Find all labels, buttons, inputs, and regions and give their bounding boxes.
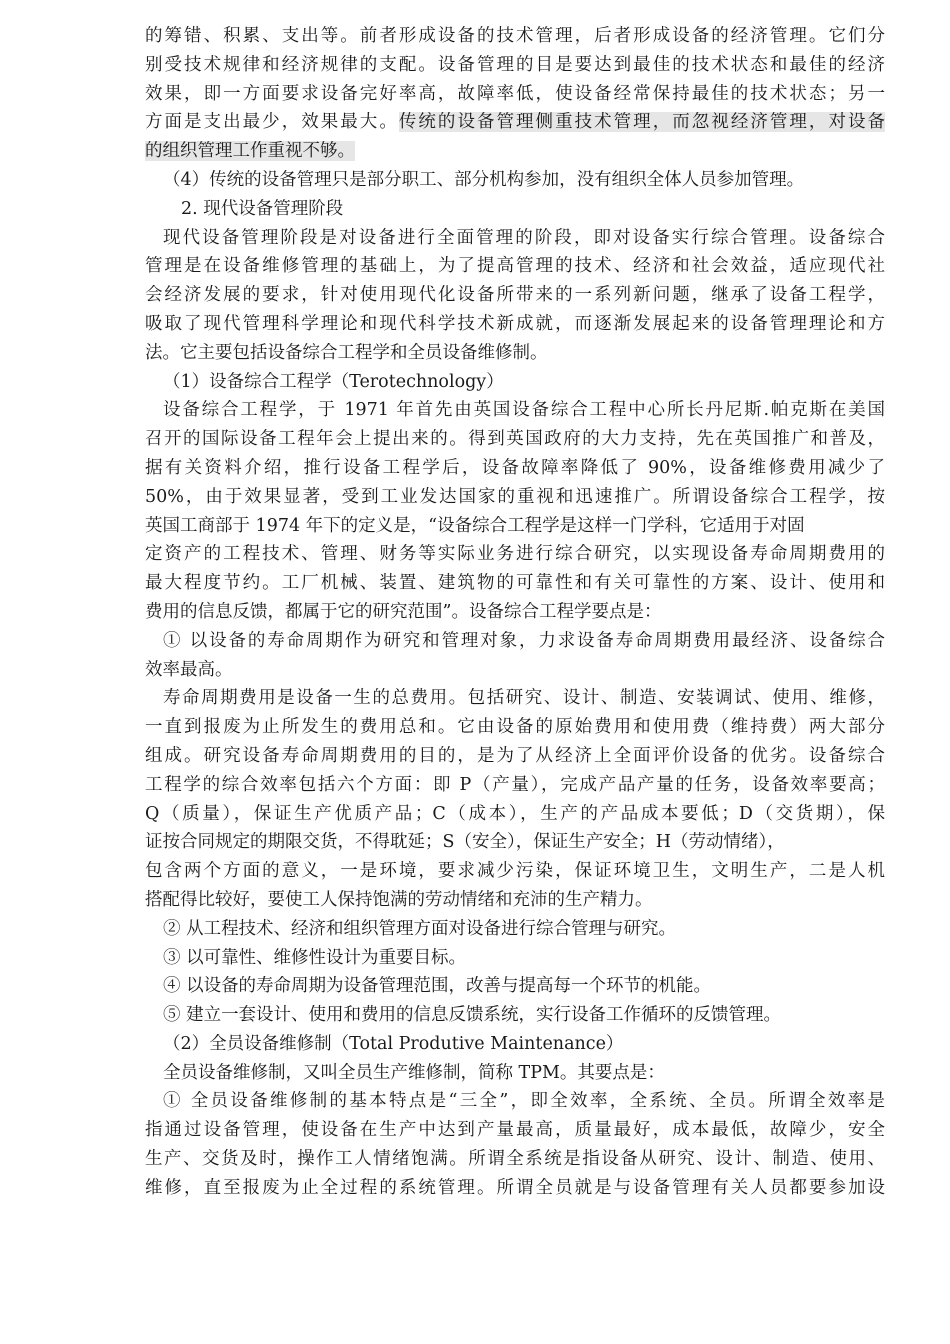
text-line-content: 2. 现代设备管理阶段	[181, 198, 344, 219]
text-line-content: 设备综合工程学，于 1971 年首先由英国设备综合工程中心所长丹尼斯.帕克斯在美国	[163, 400, 885, 421]
text-line	[145, 483, 885, 512]
text-line-content: 费用的信息反馈，都属于它的研究范围”。设备综合工程学要点是：	[145, 601, 662, 622]
text-line	[145, 1030, 885, 1059]
text-line	[145, 80, 885, 109]
text-line	[145, 684, 885, 713]
text-line-content: 效率最高。	[145, 659, 233, 680]
text-line-content: 生产、交货及时，操作工人情绪饱满。所谓全系统是指设备从研究、设计、制造、使用、	[145, 1149, 885, 1170]
text-line	[145, 771, 885, 800]
text-line-content: 现代设备管理阶段是对设备进行全面管理的阶段，即对设备实行综合管理。设备综合	[163, 227, 885, 248]
text-line-content: 维修，直至报废为止全过程的系统管理。所谓全员就是与设备管理有关人员都要参加设	[145, 1177, 885, 1198]
text-line-content: 方面是支出最少，效果最大。	[145, 112, 399, 133]
text-line	[145, 281, 885, 310]
text-line	[145, 137, 885, 166]
text-line	[145, 713, 885, 742]
text-line-content: 证按合同规定的期限交货，不得耽延；S（安全），保证生产安全；H（劳动情绪），	[145, 832, 785, 853]
text-line-content: 定资产的工程技术、管理、财务等实际业务进行综合研究，以实现设备寿命周期费用的	[145, 544, 885, 565]
text-line	[145, 800, 885, 829]
text-line-content: （4）传统的设备管理只是部分职工、部分机构参加，没有组织全体人员参加管理。	[163, 169, 805, 190]
text-line	[145, 540, 885, 569]
text-line-content: 全员设备维修制，又叫全员生产维修制，简称 TPM。其要点是：	[163, 1062, 665, 1083]
text-line	[145, 569, 885, 598]
text-line-content: ② 从工程技术、经济和组织管理方面对设备进行综合管理与研究。	[163, 918, 677, 939]
text-line-content: 工程学的综合效率包括六个方面：即 P（产量），完成产品产量的任务，设备效率要高；	[145, 774, 885, 795]
text-line-content: 指通过设备管理，使设备在生产中达到产量最高，质量最好，成本最低，故障少，安全	[145, 1120, 885, 1141]
text-line-content: ④ 以设备的寿命周期为设备管理范围，改善与提高每一个环节的机能。	[163, 976, 712, 997]
text-line	[145, 51, 885, 80]
text-line	[145, 1059, 885, 1088]
text-line-content: 别受技术规律和经济规律的支配。设备管理的目是要达到最佳的技术状态和最佳的经济	[145, 54, 885, 75]
text-line	[145, 512, 885, 541]
text-line-content: 的筹错、积累、支出等。前者形成设备的技术管理，后者形成设备的经济管理。它们分	[145, 26, 885, 46]
text-line-content: ③ 以可靠性、维修性设计为重要目标。	[163, 947, 467, 968]
text-line	[145, 224, 885, 253]
text-line-content: 据有关资料介绍，推行设备工程学后，设备故障率降低了 90%，设备维修费用减少了	[145, 457, 885, 478]
text-line	[145, 828, 885, 857]
text-line	[145, 1001, 885, 1030]
text-line	[145, 339, 885, 368]
text-line	[145, 396, 885, 425]
text-line	[145, 368, 885, 397]
text-line-content: 会经济发展的要求，针对使用现代化设备所带来的一系列新问题，继承了设备工程学，	[145, 285, 885, 306]
text-line	[145, 742, 885, 771]
text-line-content: 包含两个方面的意义，一是环境，要求减少污染，保证环境卫生，文明生产，二是人机	[145, 861, 885, 882]
text-line	[145, 944, 885, 973]
text-line	[145, 972, 885, 1001]
text-line-content: 管理是在设备维修管理的基础上，为了提高管理的技术、经济和社会效益，适应现代社	[145, 256, 885, 277]
text-line-content: ① 以设备的寿命周期作为研究和管理对象，力求设备寿命周期费用最经济、设备综合	[163, 630, 885, 651]
text-line-content: 效果，即一方面要求设备完好率高，故障率低，使设备经常保持最佳的技术状态；另一	[145, 83, 885, 104]
text-line-content: ① 全员设备维修制的基本特点是“三全”，即全效率，全系统、全员。所谓全效率是	[163, 1091, 885, 1112]
document-body	[145, 22, 885, 1203]
text-line-content: （2）全员设备维修制（Total Produtive Maintenance）	[163, 1033, 624, 1054]
text-line	[145, 627, 885, 656]
text-line-content: 法。它主要包括设备综合工程学和全员设备维修制。	[145, 342, 548, 363]
text-line-content: 搭配得比较好，要使工人保持饱满的劳动情绪和充沛的生产精力。	[145, 889, 653, 910]
text-line	[145, 166, 885, 195]
text-line-content: （1）设备综合工程学（Terotechnology）	[163, 371, 504, 392]
text-line	[145, 1174, 885, 1203]
highlighted-text: 的组织管理工作重视不够。	[145, 141, 355, 162]
text-line	[145, 915, 885, 944]
text-line-content: 英国工商部于 1974 年下的定义是，“设备综合工程学是这样一门学科，它适用于对固	[145, 515, 805, 536]
text-line-content: 寿命周期费用是设备一生的总费用。包括研究、设计、制造、安装调试、使用、维修，	[163, 688, 885, 709]
text-line	[145, 857, 885, 886]
text-line	[145, 195, 885, 224]
text-line	[145, 310, 885, 339]
text-line	[145, 454, 885, 483]
text-line-content: ⑤ 建立一套设计、使用和费用的信息反馈系统，实行设备工作循环的反馈管理。	[163, 1005, 782, 1026]
text-line	[145, 425, 885, 454]
text-line-content: 组成。研究设备寿命周期费用的目的，是为了从经济上全面评价设备的优劣。设备综合	[145, 745, 885, 766]
text-line	[145, 1087, 885, 1116]
text-line-content: 50%，由于效果显著，受到工业发达国家的重视和迅速推广。所谓设备综合工程学，按	[145, 486, 885, 507]
text-line	[145, 598, 885, 627]
text-line-content: 一直到报废为止所发生的费用总和。它由设备的原始费用和使用费（维持费）两大部分	[145, 717, 885, 738]
text-line	[145, 656, 885, 685]
highlighted-text: 传统的设备管理侧重技术管理，而忽视经济管理，对设备	[398, 112, 885, 133]
text-line-content: 吸取了现代管理科学理论和现代科学技术新成就，而逐渐发展起来的设备管理理论和方	[145, 313, 885, 334]
text-line	[145, 252, 885, 281]
text-line	[145, 108, 885, 137]
text-line-content: 召开的国际设备工程年会上提出来的。得到英国政府的大力支持，先在英国推广和普及，	[145, 429, 885, 450]
text-line	[145, 22, 885, 51]
text-line	[145, 1145, 885, 1174]
text-line-content: 最大程度节约。工厂机械、装置、建筑物的可靠性和有关可靠性的方案、设计、使用和	[145, 573, 885, 594]
text-line-content: Q（质量），保证生产优质产品；C（成本），生产的产品成本要低；D（交货期），保	[145, 803, 885, 824]
text-line	[145, 1116, 885, 1145]
text-line	[145, 886, 885, 915]
